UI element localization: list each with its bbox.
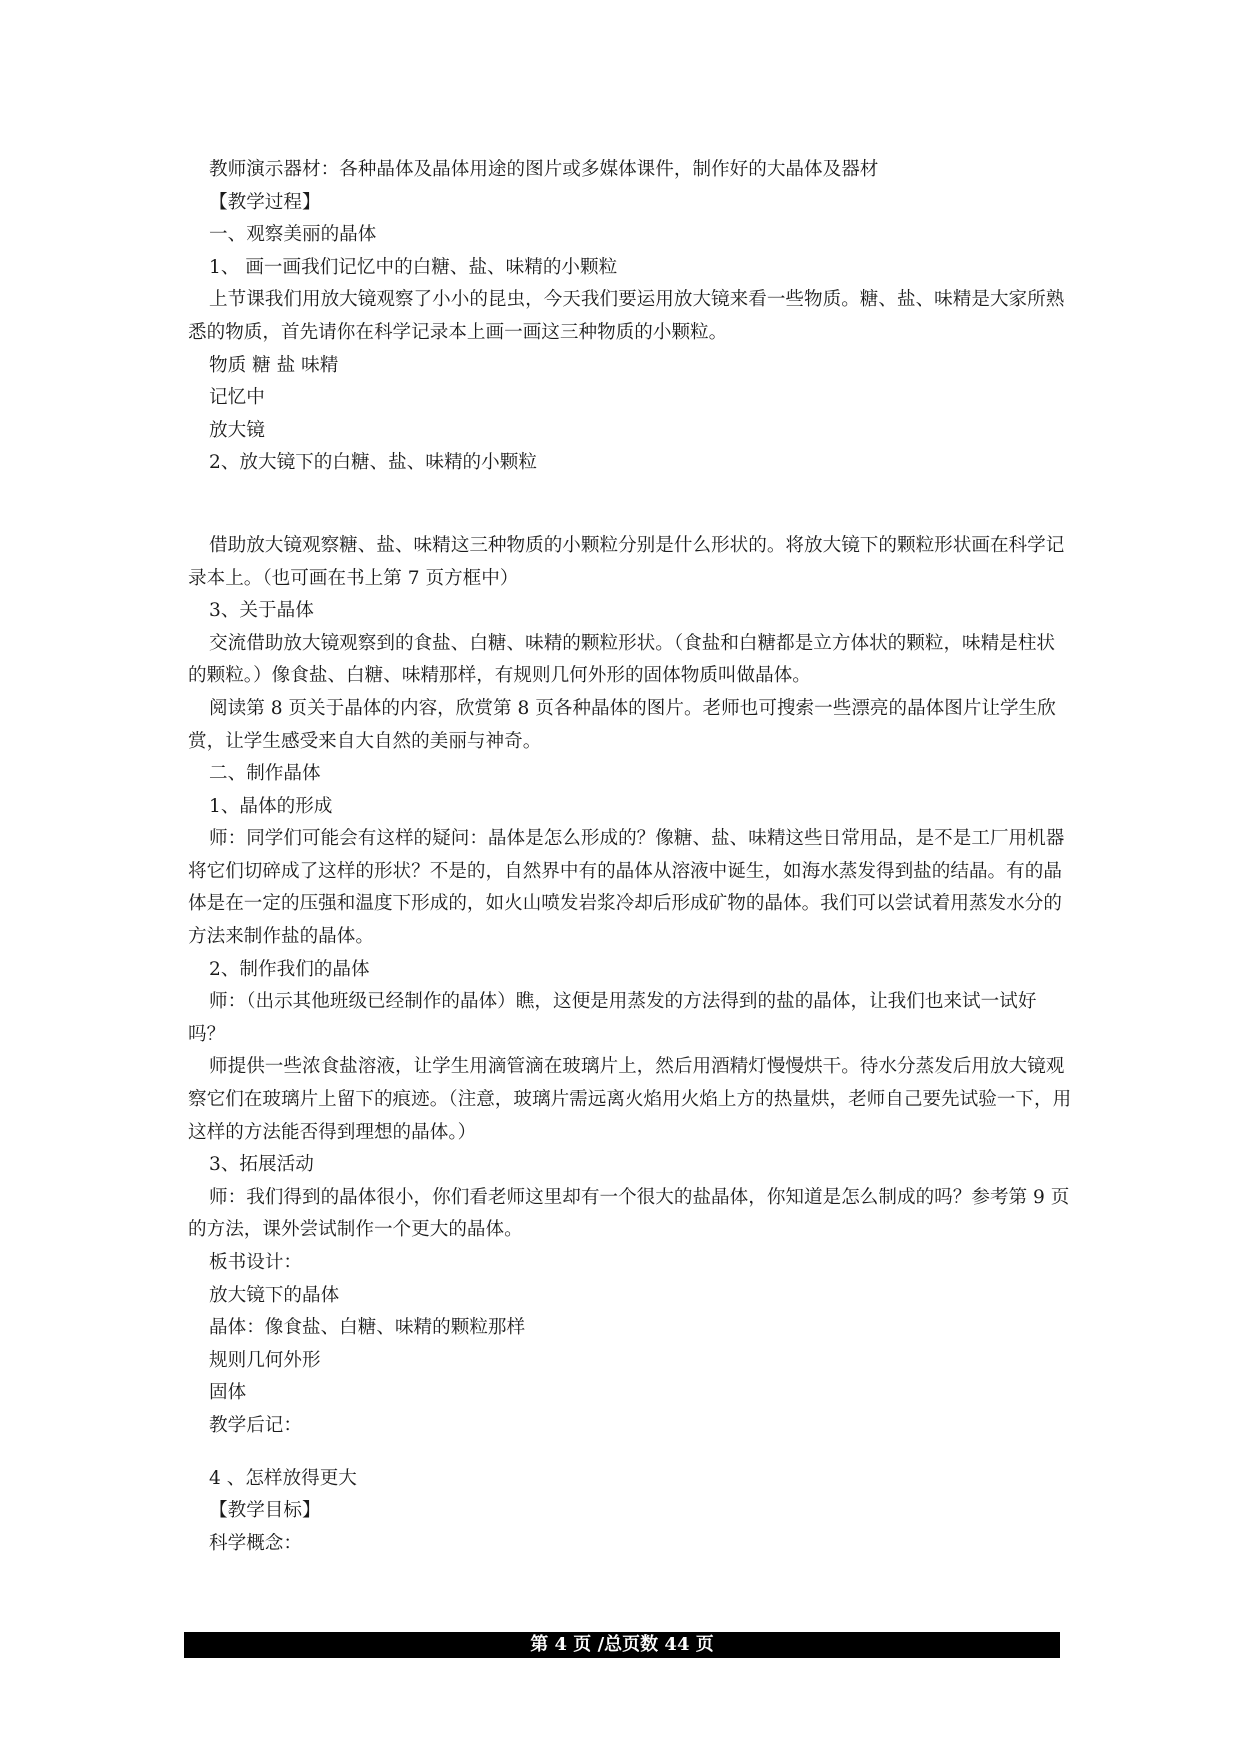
paragraph: 上节课我们用放大镜观察了小小的昆虫，今天我们要运用放大镜来看一些物质。糖、盐、味精是大家所熟悉的物质，首先请你在科学记录本上画一画这三种物质的小颗粒。 xyxy=(188,289,1065,343)
paragraph: 师：同学们可能会有这样的疑问：晶体是怎么形成的？像糖、盐、味精这些日常用品，是不是工厂用机器将它们切碎成了这样的形状？不是的，自然界中有的晶体从溶液中诞生，如海水蒸发得到盐的结晶。有的晶体是在一定的压强和温度下形成的，如火山喷发岩浆冷却后形成矿物的晶体。我们可以尝试着用蒸发水分的方法来制作盐的晶体。 xyxy=(188,828,1065,948)
paragraph: 固体 xyxy=(209,1382,247,1404)
paragraph: 1、晶体的形成 xyxy=(209,795,333,817)
paragraph: 放大镜下的晶体 xyxy=(209,1284,340,1306)
paragraph: 一、观察美丽的晶体 xyxy=(209,224,377,246)
paragraph: 二、制作晶体 xyxy=(209,763,321,785)
paragraph: 师：我们得到的晶体很小，你们看老师这里却有一个很大的盐晶体，你知道是怎么制成的吗？参考第 9 页的方法，课外尝试制作一个更大的晶体。 xyxy=(188,1186,1070,1241)
paragraph: 交流借助放大镜观察到的食盐、白糖、味精的颗粒形状。（食盐和白糖都是立方体状的颗粒，味精是柱状的颗粒。）像食盐、白糖、味精那样，有规则几何外形的固体物质叫做晶体。 xyxy=(188,632,1056,687)
paragraph: 晶体：像食盐、白糖、味精的颗粒那样 xyxy=(209,1317,526,1339)
paragraph: 规则几何外形 xyxy=(209,1349,321,1371)
page-footer xyxy=(184,1632,1060,1658)
paragraph: 板书设计： xyxy=(209,1252,302,1273)
paragraph: 记忆中 xyxy=(209,387,265,409)
paragraph: 师：（出示其他班级已经制作的晶体）瞧，这便是用蒸发的方法得到的盐的晶体，让我们也来试一试好吗？ xyxy=(188,991,1037,1045)
page-number-text: 第 4 页 /总页数 44 页 xyxy=(530,1634,714,1655)
paragraph: 物质 糖 盐 味精 xyxy=(209,354,339,376)
text-block-top xyxy=(188,154,1072,480)
paragraph: 【教学过程】 xyxy=(209,191,321,213)
text-block-bottom xyxy=(188,1463,1072,1561)
spacer xyxy=(188,1443,1072,1463)
paragraph: 3、关于晶体 xyxy=(209,600,314,622)
paragraph: 放大镜 xyxy=(209,419,265,441)
paragraph: 3、拓展活动 xyxy=(209,1154,314,1176)
paragraph: 教学后记： xyxy=(209,1414,302,1436)
paragraph: 2、放大镜下的白糖、盐、味精的小颗粒 xyxy=(209,452,537,474)
document-body xyxy=(188,154,1072,1560)
spacer xyxy=(188,480,1072,530)
paragraph: 师提供一些浓食盐溶液，让学生用滴管滴在玻璃片上，然后用酒精灯慢慢烘干。待水分蒸发后用放大镜观察它们在玻璃片上留下的痕迹。（注意，玻璃片需远离火焰用火焰上方的热量烘，老师自己要先试验一下，用这样的方法能否得到理想的晶体。） xyxy=(188,1056,1072,1143)
paragraph: 【教学目标】 xyxy=(209,1500,321,1522)
paragraph: 科学概念： xyxy=(209,1532,302,1554)
text-block-middle xyxy=(188,530,1072,1443)
paragraph: 阅读第 8 页关于晶体的内容，欣赏第 8 页各种晶体的图片。老师也可搜索一些漂亮的晶体图片让学生欣赏，让学生感受来自大自然的美丽与神奇。 xyxy=(188,697,1056,752)
paragraph: 借助放大镜观察糖、盐、味精这三种物质的小颗粒分别是什么形状的。将放大镜下的颗粒形状画在科学记录本上。（也可画在书上第 7 页方框中） xyxy=(188,534,1065,589)
paragraph: 4 、怎样放得更大 xyxy=(209,1467,357,1489)
paragraph: 2、制作我们的晶体 xyxy=(209,958,370,980)
paragraph: 教师演示器材：各种晶体及晶体用途的图片或多媒体课件，制作好的大晶体及器材 xyxy=(209,159,879,180)
paragraph: 1、 画一画我们记忆中的白糖、盐、味精的小颗粒 xyxy=(209,256,618,278)
